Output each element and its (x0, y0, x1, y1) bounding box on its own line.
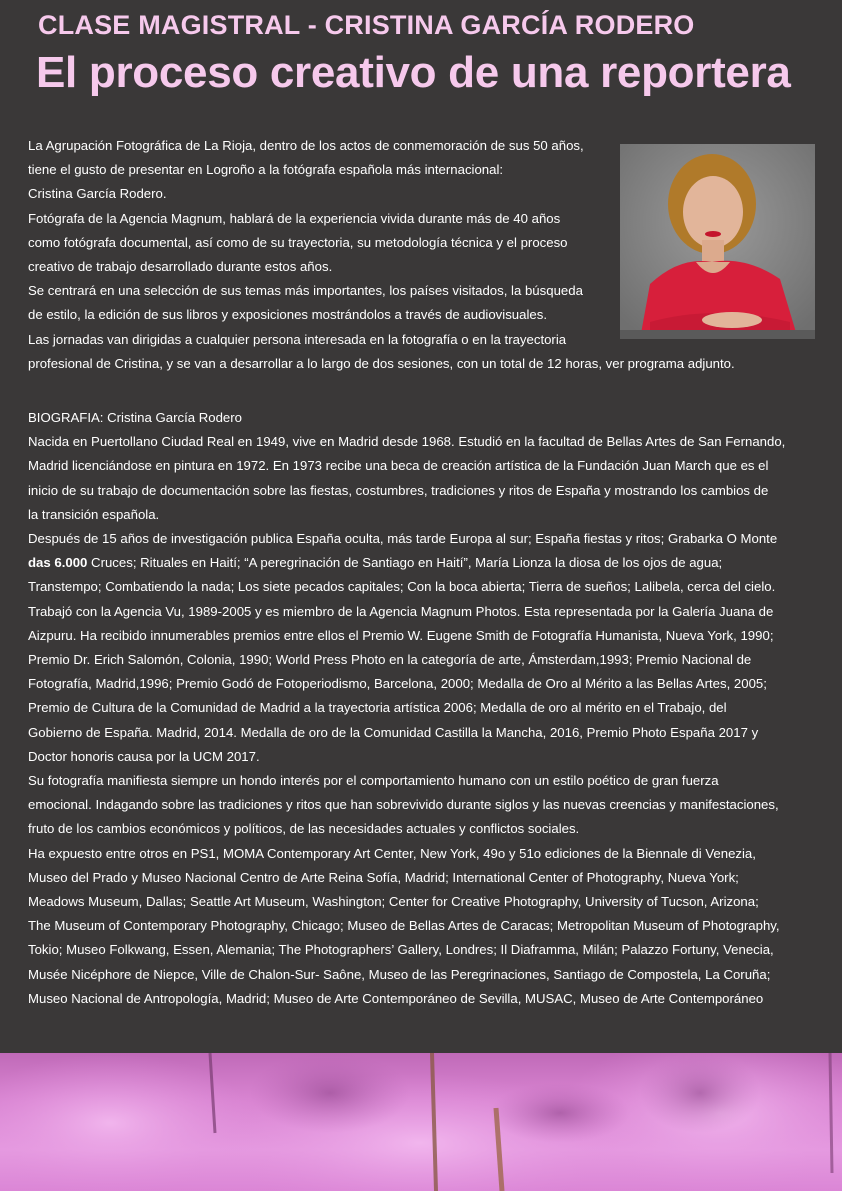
bio-line: The Museum of Contemporary Photography, Chicago; Museo de Bellas Artes de Caracas; Metropolitan Museum of Photography, (28, 918, 780, 934)
bio-line: fruto de los cambios económicos y políticos, de las necesidades actuales y conflictos sociales. (28, 821, 580, 837)
portrait-illustration (620, 144, 815, 339)
intro-line: Fotógrafa de la Agencia Magnum, hablará de la experiencia vivida durante más de 40 años (28, 210, 561, 226)
intro-line: La Agrupación Fotográfica de La Rioja, dentro de los actos de conmemoración de sus 50 años, (28, 138, 584, 153)
magenta-smoke-photo (0, 1053, 842, 1191)
intro-line: creativo de trabajo desarrollado durante estos años. (28, 259, 333, 275)
bio-line: Su fotografía manifiesta siempre un hondo interés por el comportamiento humano con un estilo poético de gran fuerza (28, 773, 719, 789)
bio-line: Trabajó con la Agencia Vu, 1989-2005 y es miembro de la Agencia Magnum Photos. Esta representada por la Galería Juana de (28, 603, 774, 619)
page-title: El proceso creativo de una reportera (36, 48, 791, 97)
bio-line: la transición española. (28, 506, 160, 522)
bio-line: Doctor honoris causa por la UCM 2017. (28, 748, 260, 764)
bio-line: emocional. Indagando sobre las tradiciones y ritos que han sobrevivido durante siglos y las nuevas creencias y manifestaciones, (28, 797, 779, 813)
bio-line-rest: Cruces; Rituales en Haití; “A peregrinación de Santiago en Haití”, María Lionza la diosa de los ojos de agua; (87, 555, 723, 571)
bio-line: Premio Dr. Erich Salomón, Colonia, 1990; World Press Photo en la categoría de arte, Ámsterdam,1993; Premio Nacional de (28, 652, 752, 668)
bio-line: Gobierno de España. Madrid, 2014. Medalla de oro de la Comunidad Castilla la Mancha, 2016, Premio Photo España 2017 y (28, 724, 759, 740)
bio-line: Madrid licenciándose en pintura en 1972. En 1973 recibe una beca de creación artística de la Fundación Juan March que es el (28, 458, 769, 474)
biography-section (28, 406, 828, 1011)
bio-line: Ha expuesto entre otros en PS1, MOMA Contemporary Art Center, New York, 49o y 51o ediciones de la Biennale di Venezia, (28, 845, 756, 861)
portrait-photo (620, 144, 815, 339)
intro-line: Cristina García Rodero. (28, 186, 167, 202)
intro-line: Se centrará en una selección de sus temas más importantes, los países visitados, la búsqueda (28, 283, 583, 299)
bio-line: Museo Nacional de Antropología, Madrid; Museo de Arte Contemporáneo de Sevilla, MUSAC, Museo de Arte Contemporáneo (28, 990, 764, 1006)
bio-line: Meadows Museum, Dallas; Seattle Art Museum, Washington; Center for Creative Photography, University of Tucson, Arizona; (28, 894, 759, 910)
intro-line: profesional de Cristina, y se van a desarrollar a lo largo de dos sesiones, con un total de 12 horas, ver programa adjunto. (28, 355, 735, 371)
intro-line: Las jornadas van dirigidas a cualquier persona interesada en la fotografía o en la trayectoria (28, 331, 567, 347)
bio-line: Aizpuru. Ha recibido innumerables premios entre ellos el Premio W. Eugene Smith de Fotografía Humanista, Nueva York, 1990; (28, 627, 774, 643)
bio-line: Musée Nicéphore de Niepce, Ville de Chalon-Sur- Saône, Museo de las Peregrinaciones, Santiago de Compostela, La Coruña; (28, 966, 771, 982)
bio-line: Museo del Prado y Museo Nacional Centro de Arte Reina Sofía, Madrid; International Center of Photography, Nueva York; (28, 869, 739, 885)
bio-line: Premio de Cultura de la Comunidad de Madrid a la trayectoria artística 2006; Medalla de oro al mérito en el Trabajo, del (28, 700, 727, 716)
bio-line: Transtempo; Combatiendo la nada; Los siete pecados capitales; Con la boca abierta; Tierra de sueños; Lalibela, cerca del cielo. (28, 579, 776, 595)
bio-line: Nacida en Puertollano Ciudad Real en 1949, vive en Madrid desde 1968. Estudió en la facultad de Bellas Artes de San Fernando, (28, 434, 786, 450)
kicker-title: CLASE MAGISTRAL - CRISTINA GARCÍA RODERO (38, 10, 695, 40)
bio-bold-text: das 6.000 (28, 555, 88, 571)
intro-line: tiene el gusto de presentar en Logroño a la fotógrafa española más internacional: (28, 162, 504, 178)
bio-line: Después de 15 años de investigación publica España oculta, más tarde Europa al sur; España fiestas y ritos; Grabarka O Monte (28, 531, 778, 547)
intro-line: como fotógrafa documental, así como de su trayectoria, su metodología técnica y el proceso (28, 234, 568, 250)
bio-line-mixed (28, 551, 828, 575)
bio-heading: BIOGRAFIA: Cristina García Rodero (28, 410, 242, 425)
smoke-scene (0, 1053, 842, 1191)
bio-line: Fotografía, Madrid,1996; Premio Godó de Fotoperiodismo, Barcelona, 2000; Medalla de Oro al Mérito a las Bellas Artes, 2005; (28, 676, 767, 692)
bio-line: Tokio; Museo Folkwang, Essen, Alemania; The Photographers’ Gallery, Londres; Il Diaframma, Milán; Palazzo Fortuny, Venecia, (28, 942, 774, 958)
bio-line: inicio de su trabajo de documentación sobre las fiestas, costumbres, tradiciones y ritos de España y mostrando los cambios de (28, 482, 769, 498)
intro-line: de estilo, la edición de sus libros y exposiciones mostrándolos a través de audiovisuales. (28, 307, 547, 323)
